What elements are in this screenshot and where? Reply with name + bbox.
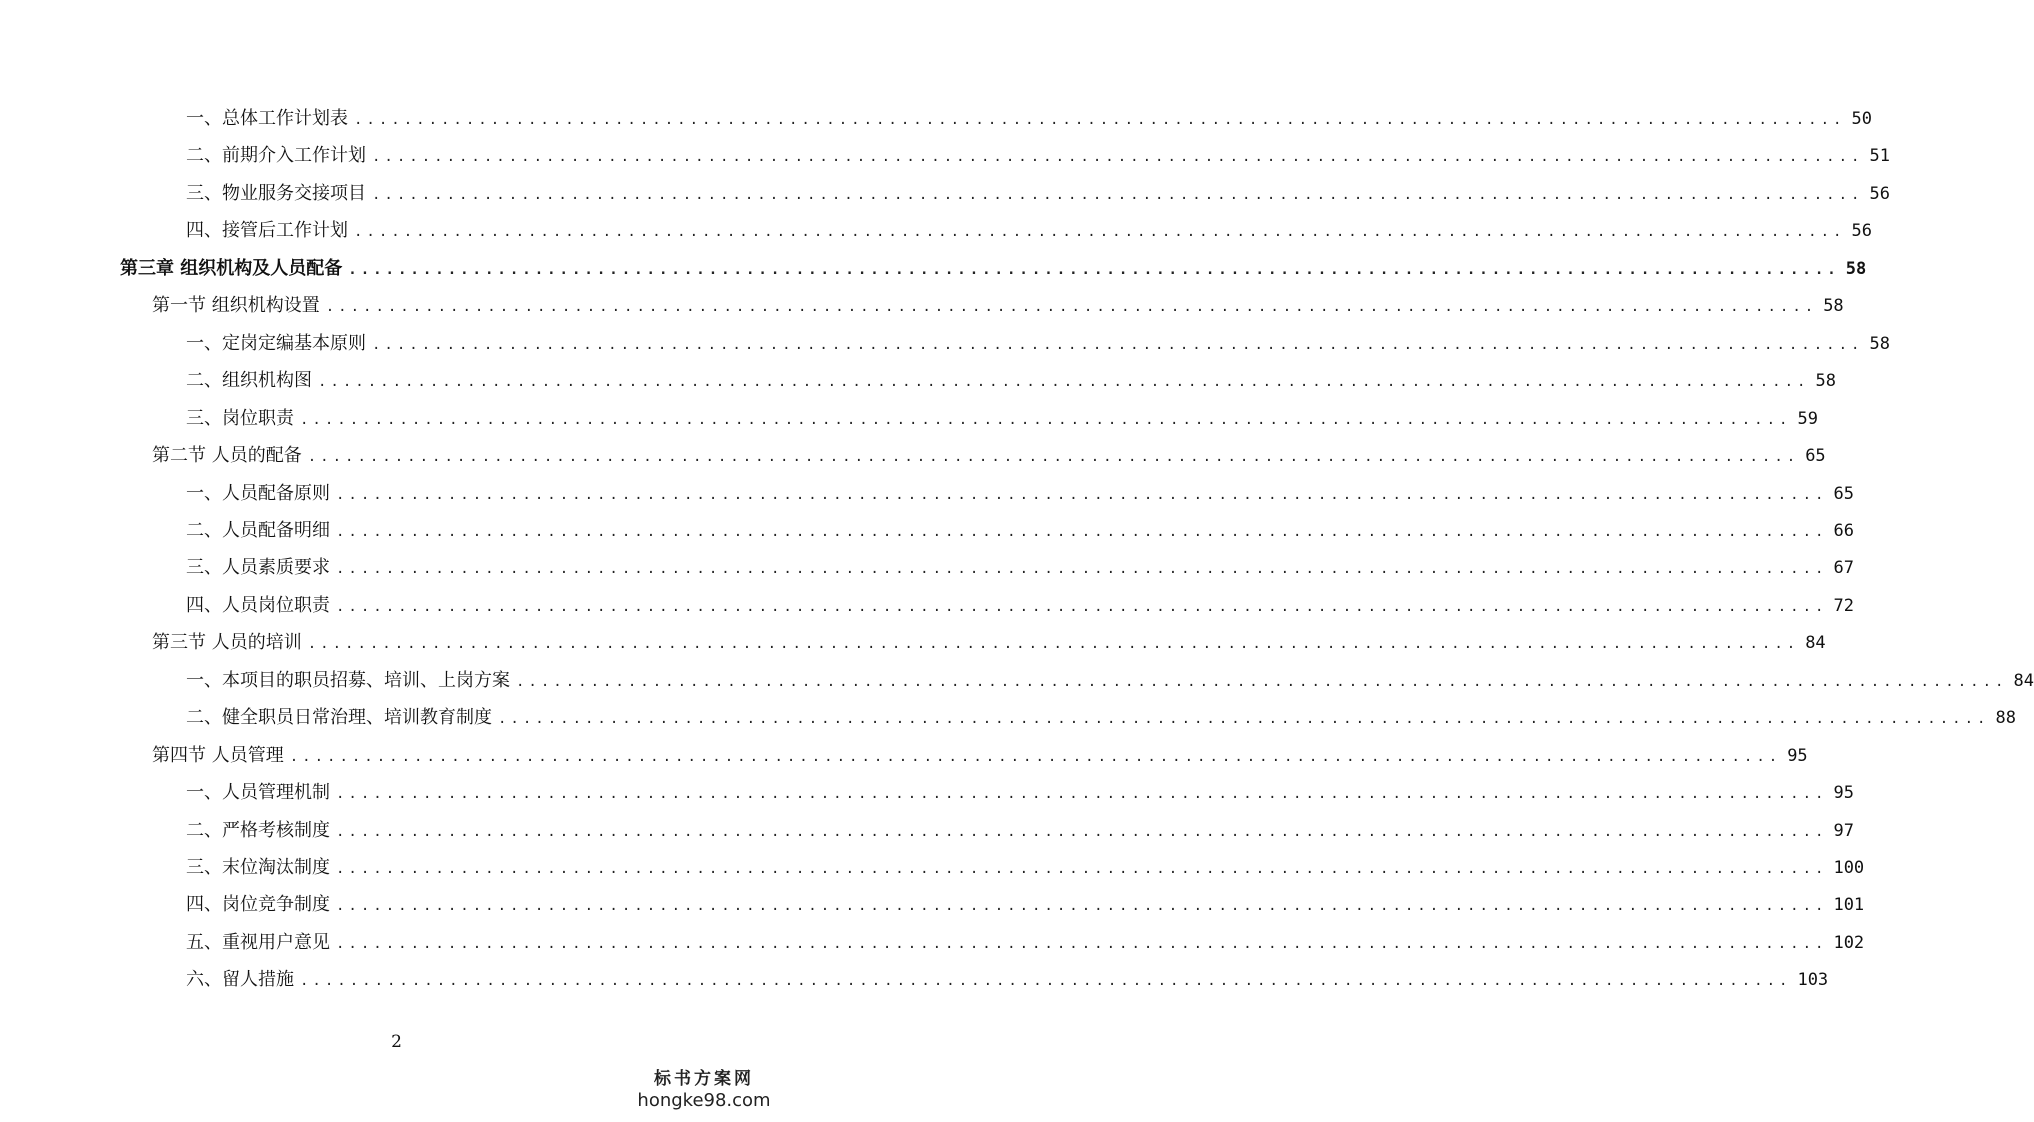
toc-entry-label: 一、定岗定编基本原则 [186, 333, 366, 354]
toc-leader-dots: ........................................................................................................................ [307, 449, 1800, 465]
toc-entry-label: 第三节 人员的培训 [152, 632, 302, 653]
toc-leader-dots: ........................................................................................................................ [498, 711, 1990, 727]
toc-entry-page: 88 [1995, 708, 2016, 728]
toc-entry-label: 一、人员管理机制 [186, 782, 330, 803]
toc-entry-page: 102 [1833, 933, 1865, 953]
toc-entry-page: 67 [1833, 558, 1854, 578]
toc-entry-item[interactable] [186, 965, 1829, 995]
toc-entry-label: 三、岗位职责 [186, 408, 294, 429]
watermark-logo [629, 1068, 779, 1112]
toc-entry-page: 58 [1815, 371, 1836, 391]
toc-entry-label: 二、人员配备明细 [186, 520, 330, 541]
toc-entry-page: 95 [1787, 746, 1808, 766]
toc-entry-page: 59 [1797, 409, 1818, 429]
toc-entry-label: 二、组织机构图 [186, 370, 312, 391]
toc-leader-dots: ........................................................................................................................ [325, 299, 1818, 315]
toc-entry-item[interactable] [186, 479, 1854, 509]
toc-entry-item[interactable] [186, 703, 2016, 733]
toc-entry-label: 四、接管后工作计划 [186, 220, 348, 241]
toc-entry-label: 二、严格考核制度 [186, 820, 330, 841]
toc-entry-page: 97 [1833, 821, 1854, 841]
toc-leader-dots: ........................................................................................................................ [289, 749, 1782, 765]
toc-entry-page: 101 [1833, 895, 1865, 915]
toc-entry-label: 四、岗位竞争制度 [186, 894, 330, 915]
toc-entry-section[interactable] [152, 741, 1808, 771]
toc-leader-dots: ........................................................................................................................ [318, 374, 1810, 390]
toc-entry-page: 58 [1869, 334, 1890, 354]
toc-entry-page: 100 [1833, 858, 1865, 878]
toc-leader-dots: ........................................................................................................................ [300, 973, 1792, 989]
toc-leader-dots: ........................................................................................................................ [372, 337, 1864, 353]
toc-entry-label: 二、前期介入工作计划 [186, 145, 366, 166]
toc-entry-page: 103 [1797, 970, 1829, 990]
toc-leader-dots: ........................................................................................................................ [336, 487, 1828, 503]
toc-entry-label: 第四节 人员管理 [152, 745, 284, 766]
toc-entry-page: 56 [1851, 221, 1872, 241]
toc-entry-label: 三、物业服务交接项目 [186, 183, 366, 204]
toc-entry-item[interactable] [186, 853, 1865, 883]
toc-entry-page: 65 [1833, 484, 1854, 504]
toc-entry-item[interactable] [186, 516, 1854, 546]
toc-entry-item[interactable] [186, 890, 1865, 920]
toc-entry-label: 一、本项目的职员招募、培训、上岗方案 [186, 670, 510, 691]
toc-entry-item[interactable] [186, 404, 1818, 434]
toc-leader-dots: ........................................................................................................................ [354, 224, 1846, 240]
toc-leader-dots: ........................................................................................................................ [336, 861, 1828, 877]
toc-entry-item[interactable] [186, 553, 1854, 583]
toc-entry-page: 65 [1805, 446, 1826, 466]
toc-leader-dots: ........................................................................................................................ [336, 936, 1828, 952]
toc-entry-item[interactable] [186, 778, 1854, 808]
toc-entry-item[interactable] [186, 928, 1865, 958]
toc-entry-item[interactable] [186, 141, 1890, 171]
toc-leader-dots: ........................................................................................................................ [372, 187, 1864, 203]
toc-leader-dots: ........................................................................................................................ [372, 149, 1864, 165]
toc-entry-page: 84 [2013, 671, 2034, 691]
toc-entry-item[interactable] [186, 666, 2034, 696]
watermark-title: 标书方案网 [654, 1069, 754, 1089]
toc-leader-dots: ........................................................................................................................ [307, 636, 1800, 652]
toc-leader-dots: ........................................................................................................................ [336, 786, 1828, 802]
toc-entry-page: 51 [1869, 146, 1890, 166]
toc-entry-item[interactable] [186, 216, 1872, 246]
toc-entry-label: 第三章 组织机构及人员配备 [120, 258, 343, 279]
toc-entry-page: 72 [1833, 596, 1854, 616]
toc-entry-section[interactable] [152, 291, 1844, 321]
toc-entry-page: 84 [1805, 633, 1826, 653]
toc-entry-item[interactable] [186, 104, 1872, 134]
toc-leader-dots: ........................................................................................................................ [336, 898, 1828, 914]
toc-entry-page: 50 [1851, 109, 1872, 129]
watermark-url: hongke98.com [637, 1090, 771, 1111]
toc-entry-item[interactable] [186, 179, 1890, 209]
toc-entry-item[interactable] [186, 816, 1854, 846]
toc-entry-label: 三、人员素质要求 [186, 557, 330, 578]
toc-entry-label: 第二节 人员的配备 [152, 445, 302, 466]
toc-entry-item[interactable] [186, 329, 1890, 359]
toc-entry-chapter[interactable] [120, 254, 1867, 284]
toc-leader-dots: ........................................................................................................................ [336, 561, 1828, 577]
page-number: 2 [391, 1032, 402, 1052]
toc-entry-page: 58 [1845, 259, 1867, 279]
toc-entry-section[interactable] [152, 628, 1826, 658]
toc-entry-item[interactable] [186, 591, 1854, 621]
toc-entry-label: 一、总体工作计划表 [186, 108, 348, 129]
toc-leader-dots: ........................................................................................................................ [336, 524, 1828, 540]
toc-entry-label: 二、健全职员日常治理、培训教育制度 [186, 707, 492, 728]
toc-entry-label: 三、末位淘汰制度 [186, 857, 330, 878]
toc-entry-section[interactable] [152, 441, 1826, 471]
toc-leader-dots: ........................................................................................................................ [300, 412, 1792, 428]
toc-entry-page: 95 [1833, 783, 1854, 803]
toc-entry-label: 四、人员岗位职责 [186, 595, 330, 616]
toc-entry-page: 56 [1869, 184, 1890, 204]
toc-leader-dots: ........................................................................................................................ [336, 824, 1828, 840]
toc-entry-item[interactable] [186, 366, 1836, 396]
toc-entry-label: 一、人员配备原则 [186, 483, 330, 504]
toc-leader-dots: ........................................................................................................................ [354, 112, 1846, 128]
toc-entry-label: 五、重视用户意见 [186, 932, 330, 953]
toc-leader-dots: ........................................................................................................................ [348, 262, 1840, 278]
toc-entry-page: 58 [1823, 296, 1844, 316]
toc-entry-page: 66 [1833, 521, 1854, 541]
toc-leader-dots: ........................................................................................................................ [516, 674, 2008, 690]
toc-entry-label: 六、留人措施 [186, 969, 294, 990]
toc-entry-label: 第一节 组织机构设置 [152, 295, 320, 316]
toc-leader-dots: ........................................................................................................................ [336, 599, 1828, 615]
